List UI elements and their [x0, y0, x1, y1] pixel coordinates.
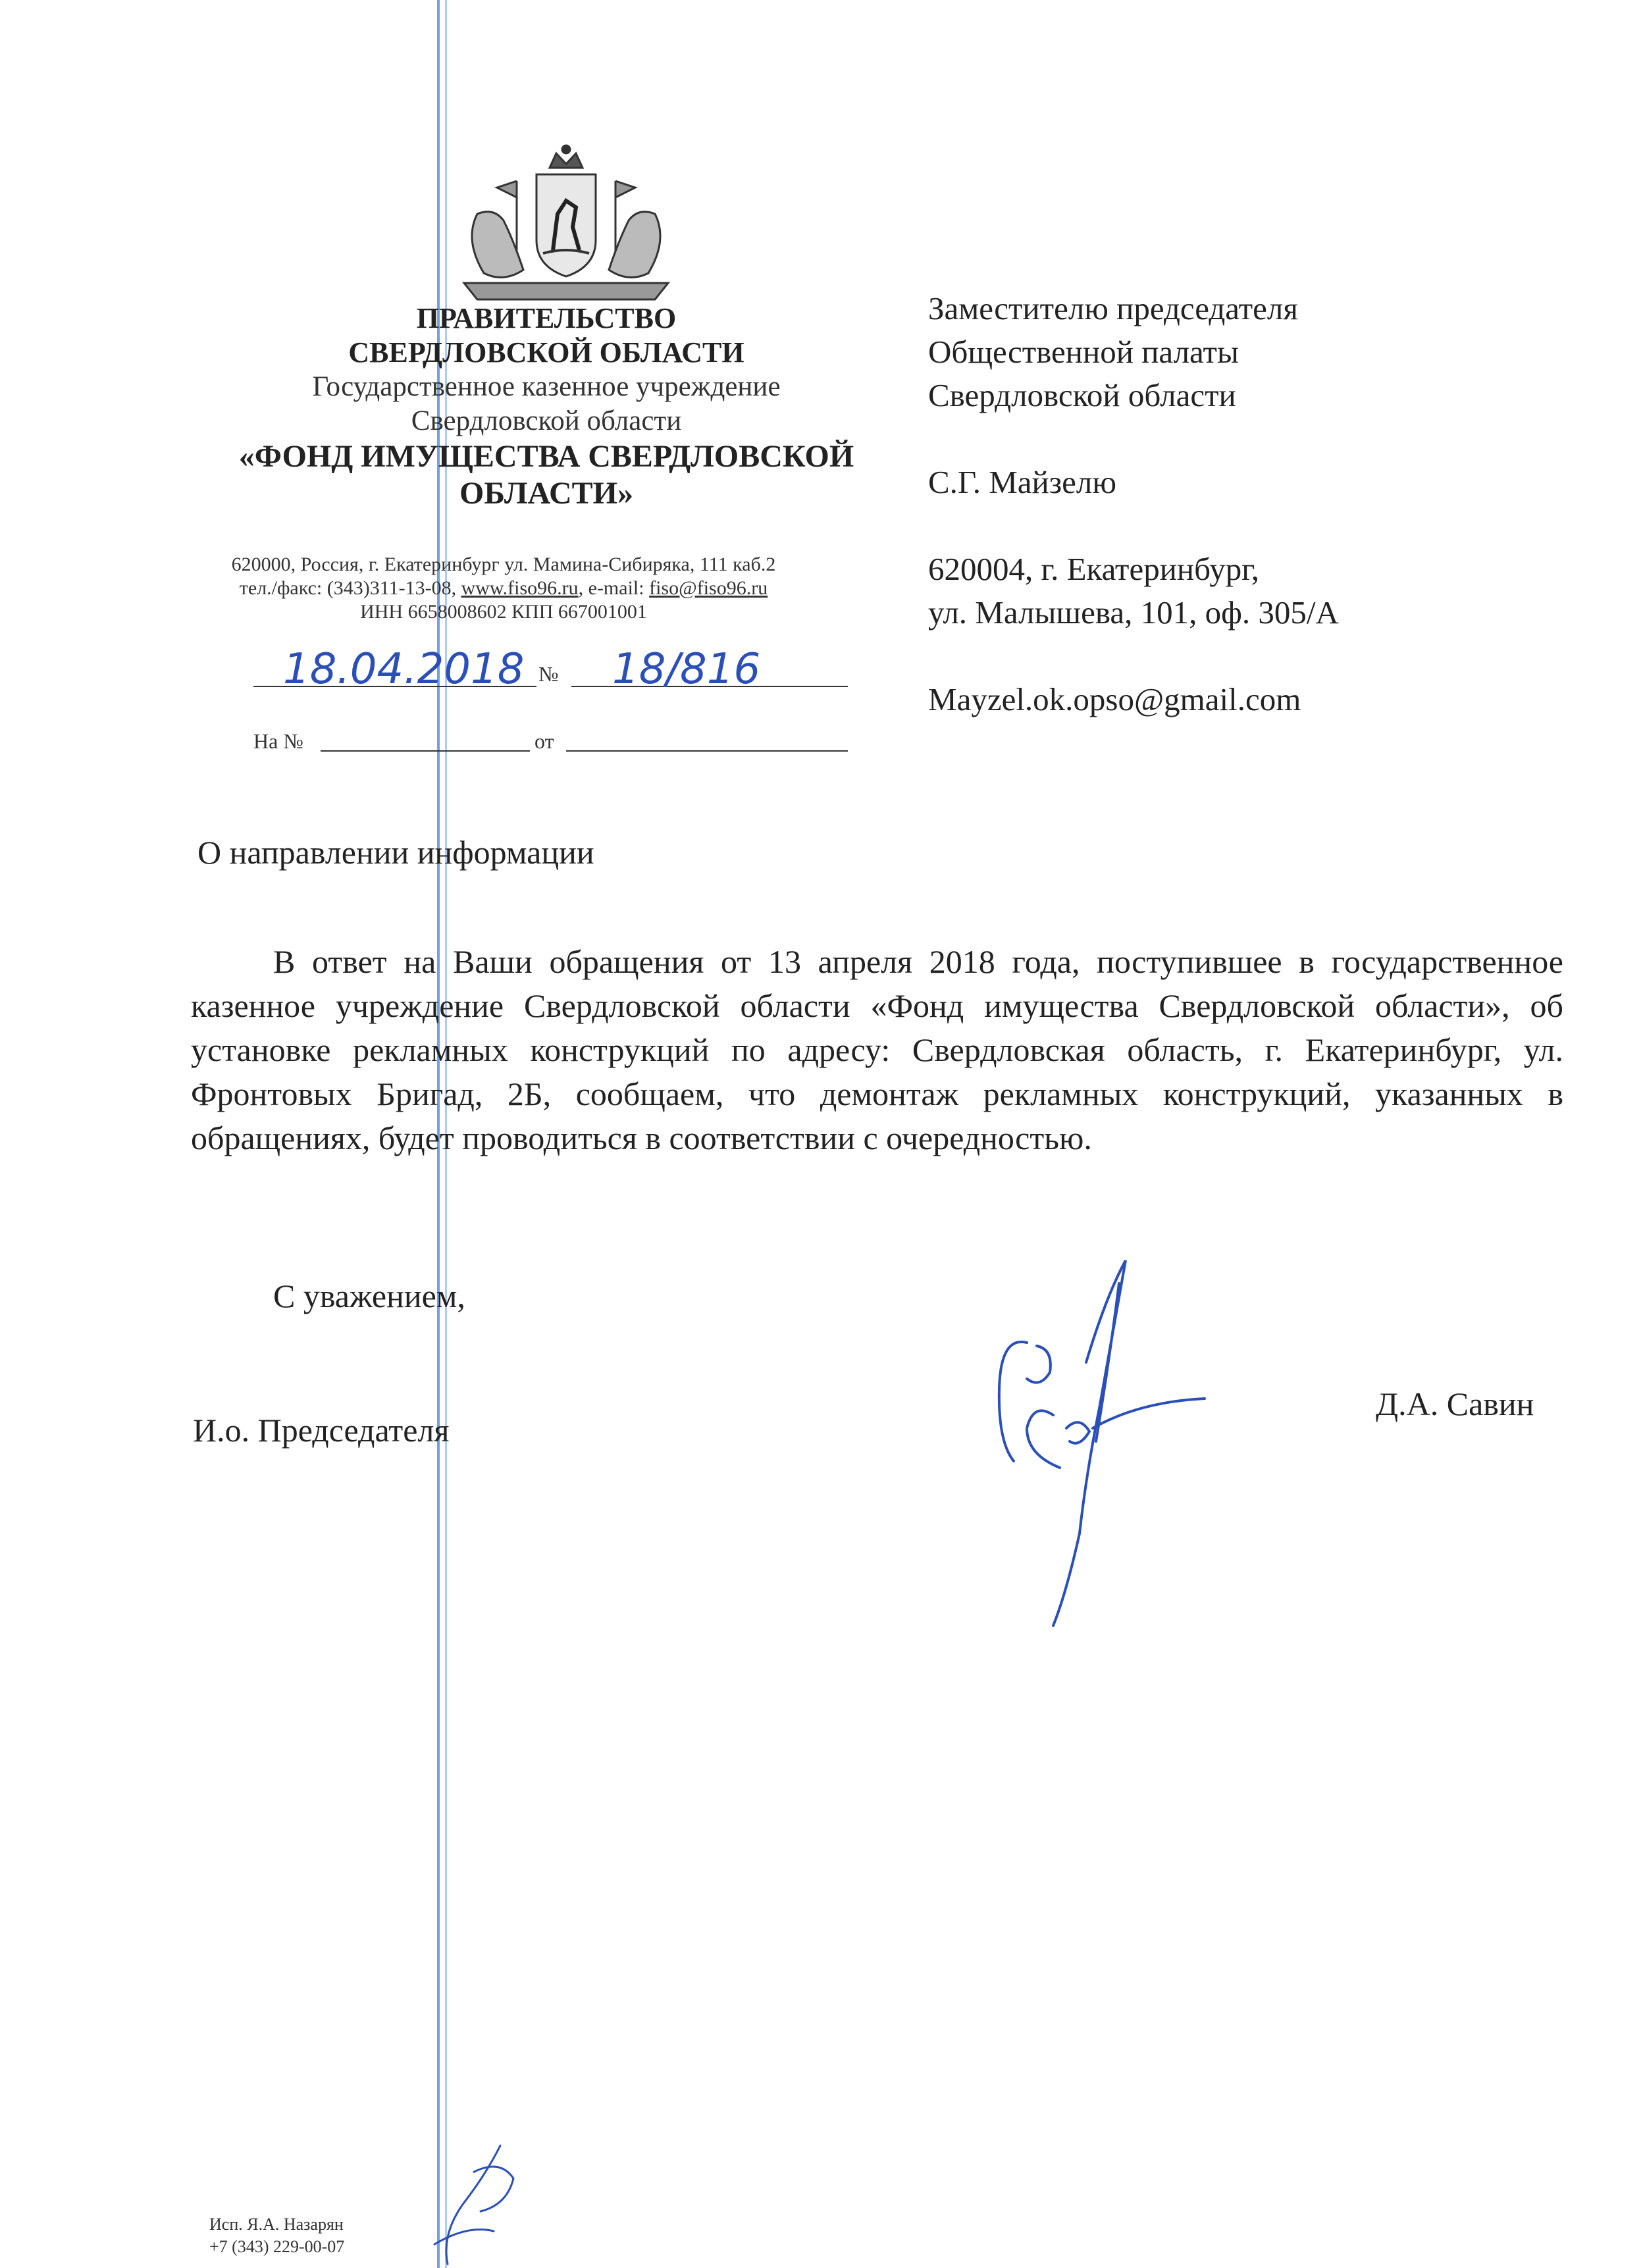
ref-label: На №: [253, 729, 303, 753]
recipient-line3: Свердловской области: [928, 377, 1236, 413]
signatory-name: Д.А. Савин: [1376, 1385, 1534, 1422]
closing: С уважением,: [273, 1277, 465, 1314]
government-title: ПРАВИТЕЛЬСТВО: [416, 302, 677, 334]
email-prefix: , e-mail:: [578, 577, 650, 599]
subject: О направлении информации: [197, 834, 594, 871]
website-link[interactable]: www.fiso96.ru: [461, 577, 579, 599]
ref-number-field: [321, 749, 530, 752]
letter-body: В ответ на Ваши обращения от 13 апреля 2018 года, поступившее в государственное казенное учреждение Свердловской области «Фонд имущества Свердловской области», об установке рекламных конструкций по адресу: Свердловская область, г. Екатеринбург, ул. Фронтовых Бригад, 2Б, сообщаем, что демонтаж рекламных конструкций, указанных в обращениях, будет проводиться в соответствии с очередностью.: [191, 943, 1563, 1156]
from-date-field: [566, 749, 848, 752]
region-title: СВЕРДЛОВСКОЙ ОБЛАСТИ: [348, 336, 744, 369]
sender-block: [217, 301, 875, 512]
org-type: Государственное казенное учреждение: [312, 371, 781, 402]
executor-initials-icon: [408, 2132, 540, 2268]
email-link[interactable]: fiso@fiso96.ru: [649, 577, 768, 599]
from-label: от: [535, 729, 554, 753]
coat-of-arms-sverdlovsk-icon: [438, 142, 694, 306]
signature-icon: [987, 1257, 1224, 1639]
executor-phone: +7 (343) 229-00-07: [209, 2237, 345, 2256]
recipient-address1: 620004, г. Екатеринбург,: [928, 551, 1260, 587]
recipient-name: С.Г. Майзелю: [928, 464, 1116, 500]
sender-contacts: [191, 553, 816, 624]
recipient-line2: Общественной палаты: [928, 334, 1239, 370]
recipient-address2: ул. Малышева, 101, оф. 305/А: [928, 594, 1339, 631]
registration-number: 18/816: [612, 645, 761, 694]
org-name-line2: ОБЛАСТИ»: [459, 476, 633, 511]
recipient-block: [928, 287, 1586, 721]
recipient-email: Mayzel.ok.opso@gmail.com: [928, 681, 1301, 717]
phone-prefix: тел./факс: (343)311-13-08,: [239, 577, 461, 599]
tax-ids: ИНН 6658008602 КПП 667001001: [360, 601, 647, 623]
sender-address: 620000, Россия, г. Екатеринбург ул. Мамина-Сибиряка, 111 каб.2: [231, 554, 776, 575]
signatory-position: И.о. Председателя: [193, 1412, 450, 1449]
executor-name: Исп. Я.А. Назарян: [209, 2215, 344, 2234]
org-name-line1: «ФОНД ИМУЩЕСТВА СВЕРДЛОВСКОЙ: [238, 439, 854, 474]
registration-date: 18.04.2018: [283, 645, 525, 694]
executor-block: [209, 2213, 344, 2258]
sender-phone-line: [191, 577, 816, 600]
org-region: Свердловской области: [411, 405, 682, 436]
number-label: №: [538, 662, 559, 686]
recipient-line1: Заместителю председателя: [928, 290, 1298, 326]
